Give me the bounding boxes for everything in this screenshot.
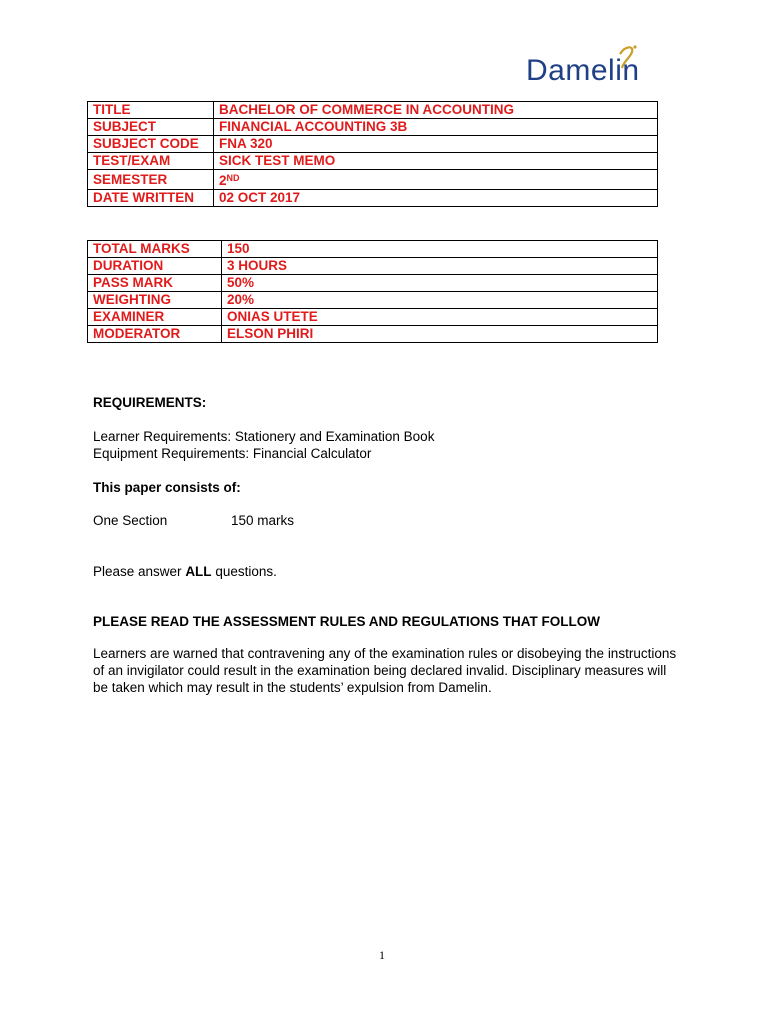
section-marks: 150 marks [231,513,295,528]
equipment-requirements: Equipment Requirements: Financial Calculator [93,446,372,461]
table-row [88,326,658,343]
table-row [88,309,658,326]
semester-label: SEMESTER [88,170,214,190]
answer-note-after: questions. [211,564,277,579]
moderator-value: ELSON PHIRI [222,326,658,343]
date-written-value: 02 OCT 2017 [214,190,658,207]
weighting-label: WEIGHTING [88,292,222,309]
subject-value: FINANCIAL ACCOUNTING 3B [214,119,658,136]
semester-value-cell [214,170,658,190]
logo-text: Damelin [526,54,640,87]
pass-mark-label: PASS MARK [88,275,222,292]
duration-value: 3 HOURS [222,258,658,275]
rules-heading: PLEASE READ THE ASSESSMENT RULES AND REGULATIONS THAT FOLLOW [93,614,601,629]
table-row [88,241,658,258]
total-marks-value: 150 [222,241,658,258]
title-value: BACHELOR OF COMMERCE IN ACCOUNTING [214,102,658,119]
marks-details-table [87,240,658,343]
table-row [88,170,658,190]
subject-label: SUBJECT [88,119,214,136]
examiner-value: ONIAS UTETE [222,309,658,326]
weighting-value: 20% [222,292,658,309]
rules-paragraph: Learners are warned that contravening any of the examination rules or disobeying the instructions of an invigilator could result in the examination being declared invalid. Disciplinary measures will be taken which may result in the students’ expulsion from Damelin. [93,646,677,695]
page-number: 1 [379,948,385,962]
date-written-label: DATE WRITTEN [88,190,214,207]
test-exam-value: SICK TEST MEMO [214,153,658,170]
subject-code-label: SUBJECT CODE [88,136,214,153]
requirements-heading: REQUIREMENTS: [93,395,207,410]
title-label: TITLE [88,102,214,119]
semester-ordinal: ND [226,173,240,183]
semester-value: 2 [219,173,227,188]
damelin-logo [526,40,678,90]
table-row [88,119,658,136]
table-row [88,258,658,275]
answer-note-emphasis: ALL [185,564,212,579]
examiner-label: EXAMINER [88,309,222,326]
learner-requirements: Learner Requirements: Stationery and Examination Book [93,429,435,444]
section-name: One Section [93,513,168,528]
table-row [88,292,658,309]
moderator-label: MODERATOR [88,326,222,343]
subject-code-value: FNA 320 [214,136,658,153]
test-exam-label: TEST/EXAM [88,153,214,170]
table-row [88,102,658,119]
duration-label: DURATION [88,258,222,275]
table-row [88,136,658,153]
table-row [88,153,658,170]
paper-consists-heading: This paper consists of: [93,480,241,495]
table-row [88,190,658,207]
exam-details-table [87,101,658,207]
pass-mark-value: 50% [222,275,658,292]
answer-note-before: Please answer [93,564,186,579]
answer-note [93,563,277,580]
table-row [88,275,658,292]
total-marks-label: TOTAL MARKS [88,241,222,258]
